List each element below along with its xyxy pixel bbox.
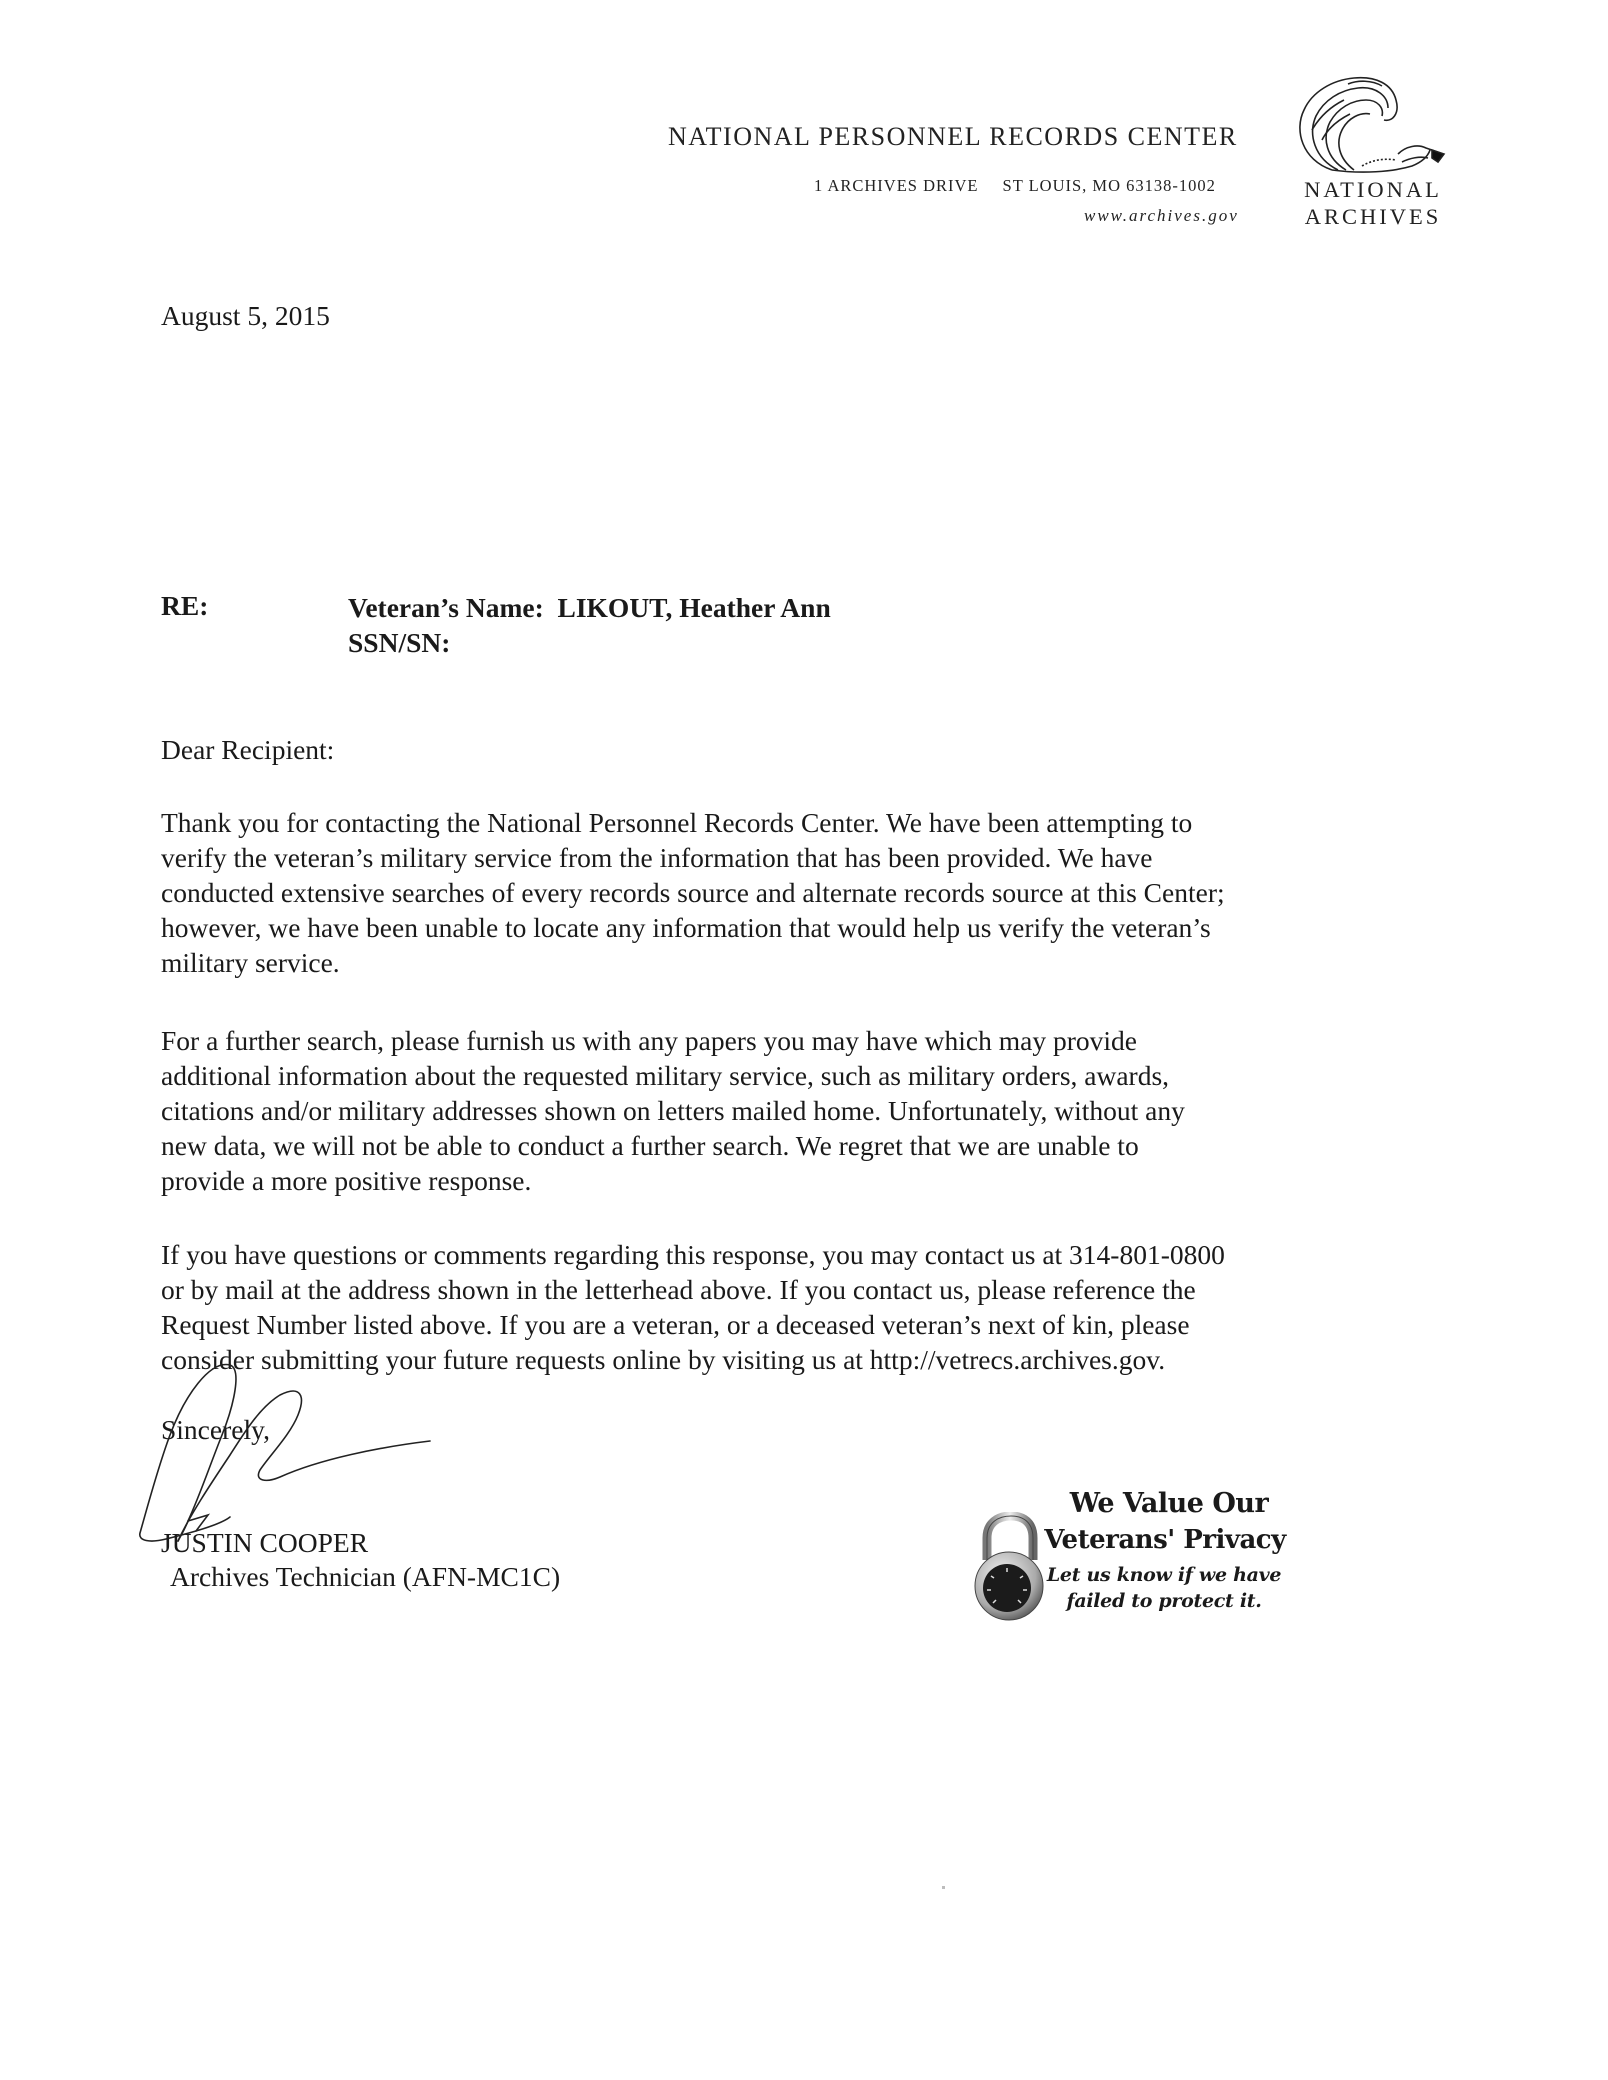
privacy-heading-line1: We Value Our	[1069, 1488, 1269, 1519]
paragraph-line: If you have questions or comments regarding this response, you may contact us at 314-801-0800	[161, 1239, 1225, 1270]
re-label: RE:	[161, 590, 209, 621]
letterhead-city: ST LOUIS, MO 63138-1002	[1002, 176, 1216, 195]
ssn-label: SSN/SN:	[348, 627, 451, 658]
paragraph-line: Thank you for contacting the National Personnel Records Center. We have been attempting to	[161, 807, 1193, 838]
paragraph-line: or by mail at the address shown in the letterhead above. If you contact us, please reference the	[161, 1274, 1196, 1305]
paragraph-line: Request Number listed above. If you are a veteran, or a deceased veteran’s next of kin, please	[161, 1309, 1190, 1340]
paragraph-line: citations and/or military addresses shown on letters mailed home. Unfortunately, without any	[161, 1095, 1185, 1126]
paragraph-line: For a further search, please furnish us with any papers you may have which may provide	[161, 1025, 1137, 1056]
paragraph-line: provide a more positive response.	[161, 1165, 532, 1196]
veteran-name-label: Veteran’s Name:	[348, 592, 544, 623]
privacy-subtext-line2: failed to protect it.	[1066, 1590, 1262, 1612]
letterhead-address	[814, 176, 1216, 196]
scan-speck	[942, 1886, 945, 1889]
ssn-row	[348, 625, 831, 660]
paragraph-line: additional information about the requested military service, such as military orders, awards,	[161, 1060, 1170, 1091]
logo-line-archives: ARCHIVES	[1304, 204, 1442, 229]
paragraph-line: verify the veteran’s military service from the information that has been provided. We have	[161, 842, 1153, 873]
national-archives-eagle-icon	[1292, 70, 1448, 180]
paragraph-line: conducted extensive searches of every records source and alternate records source at this Center;	[161, 877, 1225, 908]
logo-line-national: NATIONAL	[1304, 177, 1442, 202]
re-details	[348, 590, 831, 660]
paragraph-line: military service.	[161, 947, 340, 978]
paragraph-further-search	[161, 1023, 1185, 1198]
paragraph-line: new data, we will not be able to conduct a further search. We regret that we are unable to	[161, 1130, 1139, 1161]
veteran-name-row	[348, 590, 831, 625]
letterhead-street: 1 ARCHIVES DRIVE	[814, 176, 979, 195]
paragraph-search-results	[161, 805, 1225, 980]
letterhead-organization: NATIONAL PERSONNEL RECORDS CENTER	[668, 122, 1238, 151]
privacy-subtext-line1: Let us know if we have	[1046, 1564, 1282, 1586]
letterhead-website: www.archives.gov	[1084, 206, 1239, 225]
paragraph-line: consider submitting your future requests online by visiting us at http://vetrecs.archives.gov.	[161, 1344, 1166, 1375]
paragraph-line: however, we have been unable to locate any information that would help us verify the veteran’s	[161, 912, 1211, 943]
national-archives-logo-text	[1290, 176, 1456, 230]
privacy-heading-line2: Veterans' Privacy	[1044, 1525, 1286, 1555]
signer-name: JUSTIN COOPER	[161, 1527, 369, 1558]
veteran-name: LIKOUT, Heather Ann	[557, 592, 831, 623]
privacy-subtext	[1044, 1562, 1284, 1614]
letter-date: August 5, 2015	[161, 300, 330, 331]
signer-title: Archives Technician (AFN-MC1C)	[170, 1561, 561, 1592]
salutation: Dear Recipient:	[161, 734, 335, 765]
closing: Sincerely,	[161, 1414, 270, 1445]
